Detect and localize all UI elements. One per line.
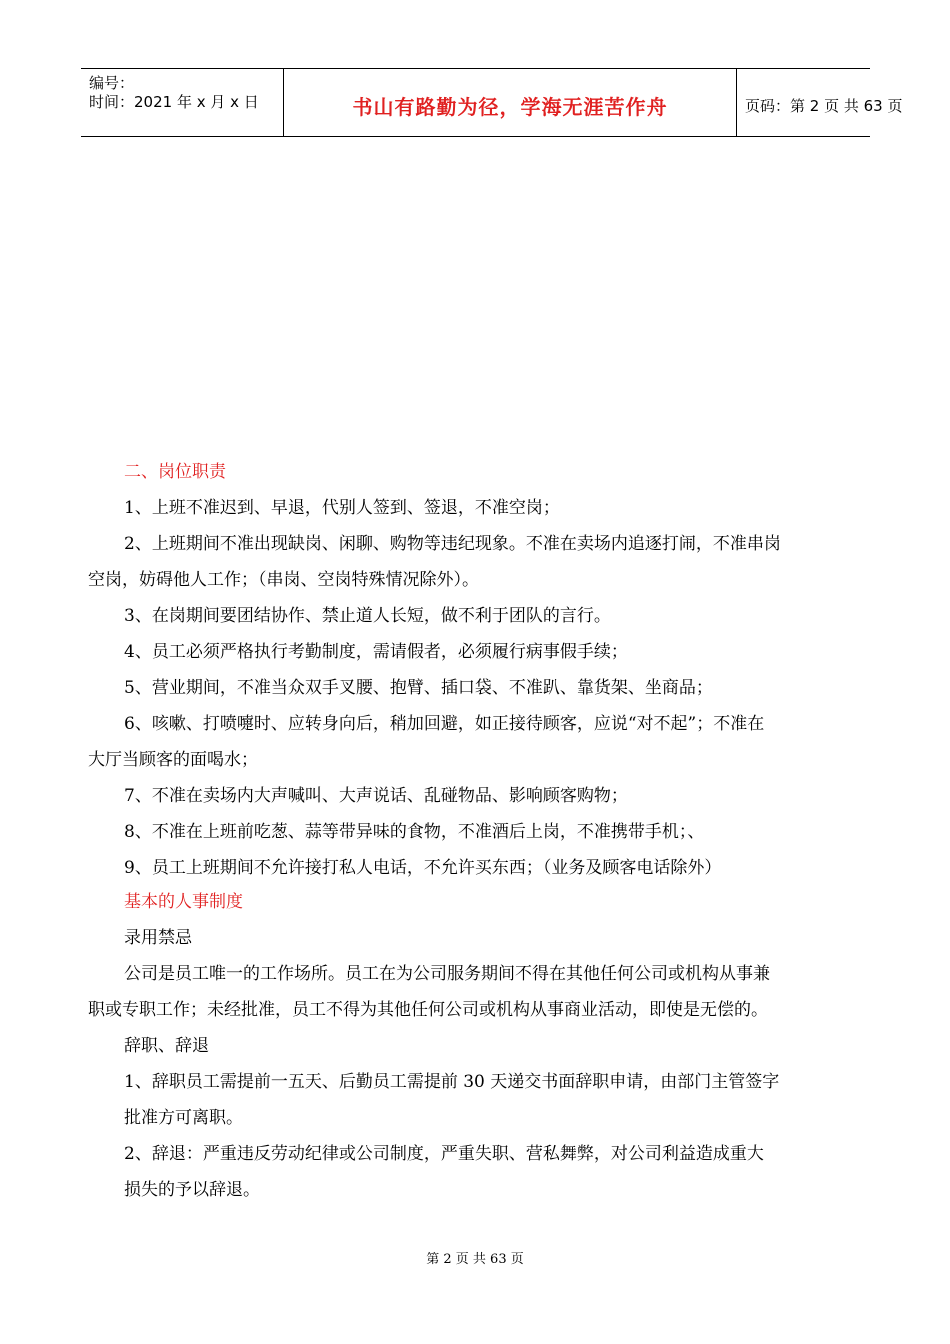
- paragraph-line: 损失的予以辞退。: [124, 1180, 260, 1200]
- list-item: 2、上班期间不准出现缺岗、闲聊、购物等违纪现象。不准在卖场内追逐打闹，不准串岗: [124, 534, 781, 554]
- time-label: 时间：2021 年 x 月 x 日: [89, 93, 259, 111]
- list-item: 9、员工上班期间不允许接打私人电话，不允许买东西；（业务及顾客电话除外）: [124, 858, 722, 878]
- document-header: [81, 68, 903, 137]
- paragraph-line: 1、辞职员工需提前一五天、后勤员工需提前 30 天递交书面辞职申请，由部门主管签字: [124, 1072, 780, 1092]
- header-meta-cell: [81, 69, 283, 136]
- paragraph-line: 职或专职工作；未经批准，员工不得为其他任何公司或机构从事商业活动，即使是无偿的。: [88, 1000, 768, 1020]
- hire-title: 录用禁忌: [124, 928, 192, 948]
- list-item-continuation: 空岗，妨碍他人工作；（串岗、空岗特殊情况除外）。: [88, 570, 479, 590]
- number-label: 编号：: [89, 74, 135, 92]
- subsection-title: 基本的人事制度: [124, 892, 243, 912]
- page-footer: 第 2 页 共 63 页: [426, 1252, 524, 1267]
- list-item: 4、员工必须严格执行考勤制度，需请假者，必须履行病事假手续；: [124, 642, 628, 662]
- header-page-info: 页码：第 2 页 共 63 页: [745, 97, 903, 115]
- header-motto-cell: [283, 69, 737, 136]
- paragraph-line: 公司是员工唯一的工作场所。员工在为公司服务期间不得在其他任何公司或机构从事兼: [124, 964, 770, 984]
- header-page-cell: [736, 69, 903, 136]
- list-item: 7、不准在卖场内大声喊叫、大声说话、乱碰物品、影响顾客购物；: [124, 786, 628, 806]
- list-item-continuation: 大厅当顾客的面喝水；: [88, 750, 258, 770]
- resign-title: 辞职、辞退: [124, 1036, 209, 1056]
- list-item: 6、咳嗽、打喷嚏时、应转身向后，稍加回避，如正接待顾客，应说“对不起”；不准在: [124, 714, 765, 734]
- list-item: 1、上班不准迟到、早退，代别人签到、签退，不准空岗；: [124, 498, 560, 518]
- motto-text: 书山有路勤为径，学海无涯苦作舟: [352, 95, 668, 119]
- section-title: 二、岗位职责: [124, 462, 226, 482]
- paragraph-line: 2、辞退：严重违反劳动纪律或公司制度，严重失职、营私舞弊，对公司利益造成重大: [124, 1144, 764, 1164]
- list-item: 3、在岗期间要团结协作、禁止道人长短，做不利于团队的言行。: [124, 606, 611, 626]
- list-item: 5、营业期间，不准当众双手叉腰、抱臂、插口袋、不准趴、靠货架、坐商品；: [124, 678, 713, 698]
- list-item: 8、不准在上班前吃葱、蒜等带异味的食物，不准酒后上岗，不准携带手机；、: [124, 822, 705, 842]
- paragraph-line: 批准方可离职。: [124, 1108, 243, 1128]
